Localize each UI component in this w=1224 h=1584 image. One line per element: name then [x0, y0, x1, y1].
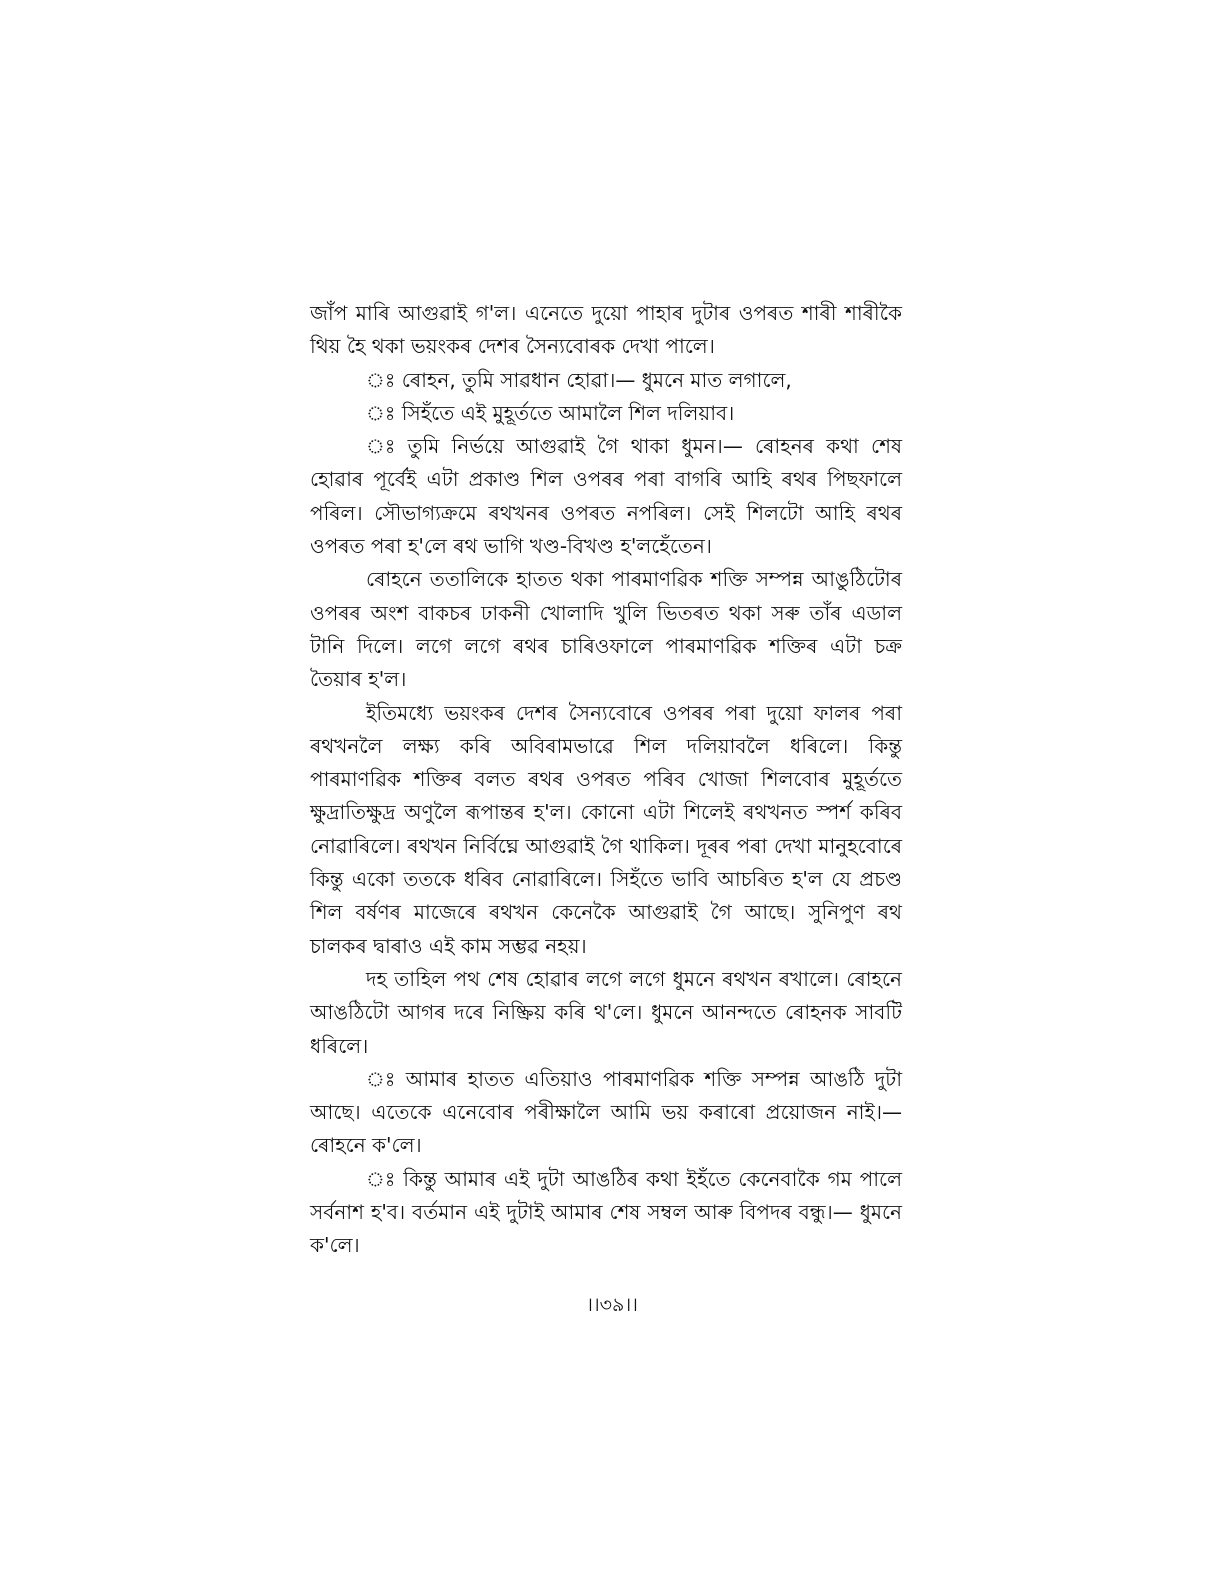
paragraph-2: ঃ ৰোহন, তুমি সাৱধান হোৱা।— ধুমনে মাত লগালে,: [366, 367, 792, 392]
paragraph-3: ঃ সিহঁতে এই মুহূৰ্ততে আমালৈ শিল দলিয়াব।: [366, 400, 735, 425]
page-number: ।।৩৯।।: [586, 1294, 638, 1316]
paragraph-5: ৰোহনে ততালিকে হাতত থকা পাৰমাণৱিক শক্তি সম্পন্ন আঙুঠিটোৰ ওপৰৰ অংশ বাকচৰ ঢাকনী খোলাদি খুলি ভিতৰত থকা সৰু তাঁৰ এডাল টানি দিলে। লগে লগে ৰথৰ চাৰিওফালে পাৰমাণৱিক শক্তিৰ এটা চক্ৰ তৈয়াৰ হ'ল।: [310, 567, 902, 692]
paragraph-7: দহ তাহিল পথ শেষ হোৱাৰ লগে লগে ধুমনে ৰথখন ৰখালে। ৰোহনে আঙঠিটো আগৰ দৰে নিষ্ক্ৰিয় কৰি থ'লে। ধুমনে আনন্দতে ৰোহনক সাবটি ধৰিলে।: [310, 966, 902, 1058]
paragraph-8: ঃ আমাৰ হাতত এতিয়াও পাৰমাণৱিক শক্তি সম্পন্ন আঙঠি দুটা আছে। এতেকে এনেবোৰ পৰীক্ষালৈ আমি ভয় কৰাৰো প্ৰয়োজন নাই।— ৰোহনে ক'লে।: [310, 1066, 902, 1158]
paragraph-9: ঃ কিন্তু আমাৰ এই দুটা আঙঠিৰ কথা ইহঁতে কেনেবাকৈ গম পালে সৰ্বনাশ হ'ব। বৰ্তমান এই দুটাই আমাৰ শেষ সম্বল আৰু বিপদৰ বন্ধু।— ধুমনে ক'লে।: [310, 1166, 902, 1258]
paragraph-4: ঃ তুমি নিৰ্ভয়ে আগুৱাই গৈ থাকা ধুমন।— ৰোহনৰ কথা শেষ হোৱাৰ পূৰ্বেই এটা প্ৰকাণ্ড শিল ওপৰৰ পৰা বাগৰি আহি ৰথৰ পিছফালে পৰিল। সৌভাগ্যক্ৰমে ৰথখনৰ ওপৰত নপৰিল। সেই শিলটো আহি ৰথৰ ওপৰত পৰা হ'লে ৰথ ভাগি খণ্ড-বিখণ্ড হ'লহেঁতেন।: [310, 434, 902, 559]
body-text: [310, 297, 902, 1263]
paragraph-6: ইতিমধ্যে ভয়ংকৰ দেশৰ সৈন্যবোৰে ওপৰৰ পৰা দুয়ো ফালৰ পৰা ৰথখনলৈ লক্ষ্য কৰি অবিৰামভাৱে শিল দলিয়াবলৈ ধৰিলে। কিন্তু পাৰমাণৱিক শক্তিৰ বলত ৰথৰ ওপৰত পৰিব খোজা শিলবোৰ মুহূৰ্ততে ক্ষুদ্ৰাতিক্ষুদ্ৰ অণুলৈ ৰূপান্তৰ হ'ল। কোনো এটা শিলেই ৰথখনত স্পৰ্শ কৰিব নোৱাৰিলে। ৰথখন নিৰ্বিঘ্নে আগুৱাই গৈ থাকিল। দূৰৰ পৰা দেখা মানুহবোৰে কিন্তু একো ততকে ধৰিব নোৱাৰিলে। সিহঁতে ভাবি আচৰিত হ'ল যে প্ৰচণ্ড শিল বৰ্ষণৰ মাজেৰে ৰথখন কেনেকৈ আগুৱাই গৈ আছে। সুনিপুণ ৰথ চালকৰ দ্বাৰাও এই কাম সম্ভৱ নহয়।: [310, 700, 902, 958]
paragraph-1: জাঁপ মাৰি আগুৱাই গ'ল। এনেতে দুয়ো পাহাৰ দুটাৰ ওপৰত শাৰী শাৰীকৈ থিয় হৈ থকা ভয়ংকৰ দেশৰ সৈন্যবোৰক দেখা পালে।: [310, 301, 902, 359]
